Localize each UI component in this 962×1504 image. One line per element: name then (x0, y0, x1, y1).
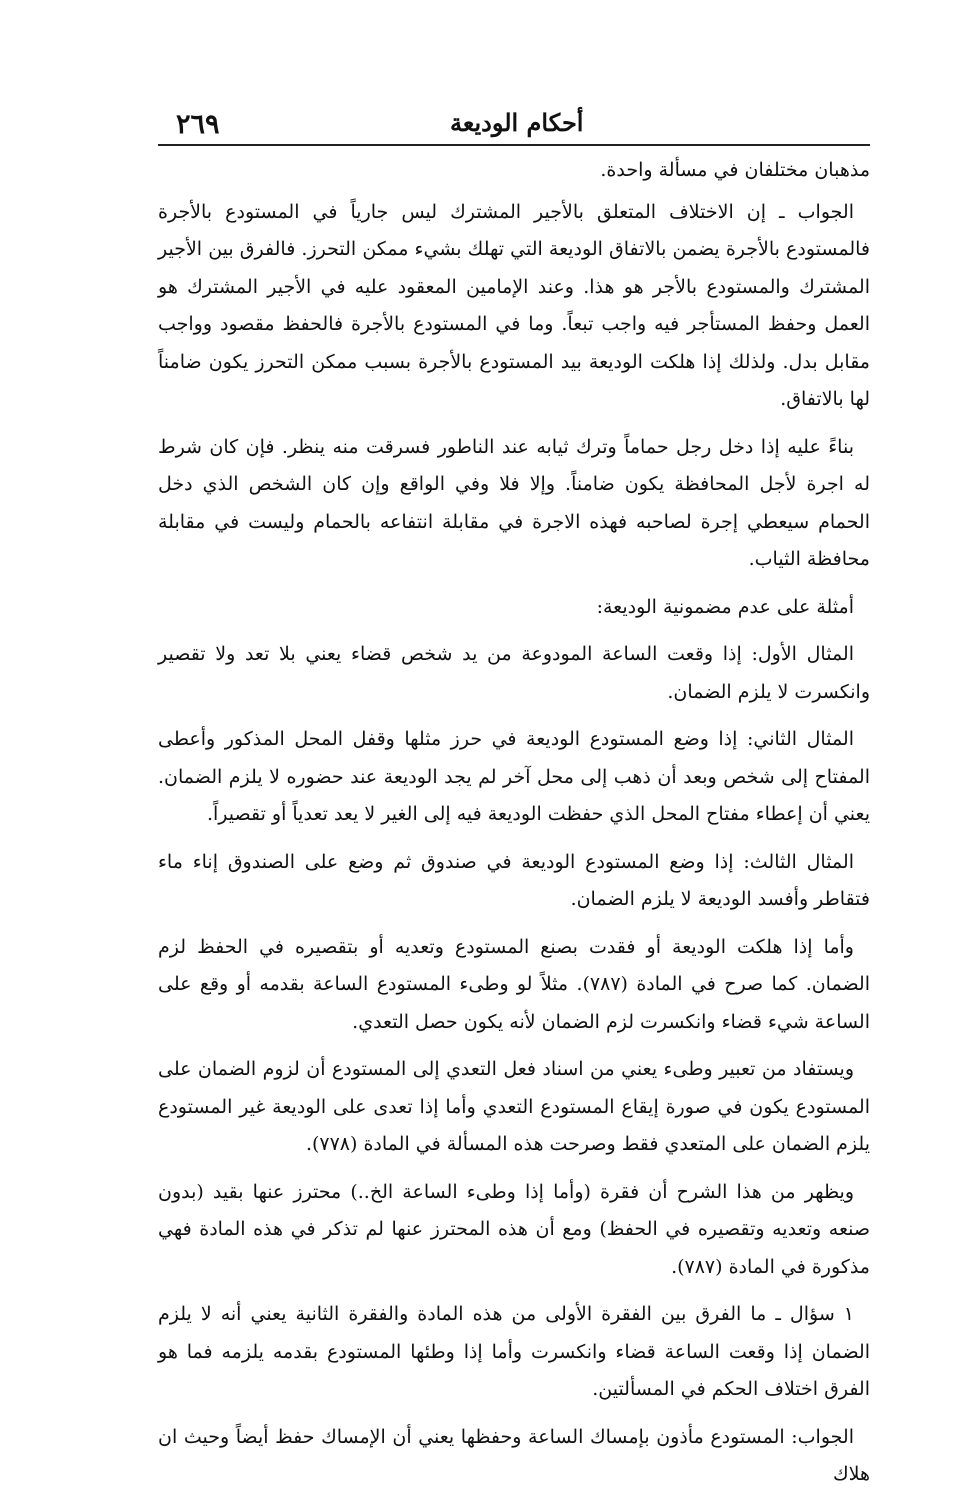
paragraph-answer-1: الجواب: المستودع مأذون بإمساك الساعة وحفظها يعني أن الإمساك حفظ أيضاً وحيث ان هلاك (158, 1425, 870, 1485)
paragraph-answer: الجواب ـ إن الاختلاف المتعلق بالأجير المشترك ليس جارياً في المستودع بالأجرة فالمستودع بالأجرة يضمن بالاتفاق الوديعة التي تهلك بشيء ممكن التحرز. فالفرق بين الأجير المشترك والمستودع بالأجر هو هذا. وعند الإمامين المعقود عليه في الأجير المشترك هو العمل وحفظ المستأجر فيه واجب تبعاً. وما في المستودع بالأجرة فالحفظ مقصود وواجب مقابل بدل. ولذلك إذا هلكت الوديعة بيد المستودع بالأجرة بسبب ممكن التحرز يكون ضامناً لها بالاتفاق. (158, 200, 870, 410)
paragraph-continuation: مذهبان مختلفان في مسألة واحدة. (600, 159, 870, 181)
paragraph-liability: وأما إذا هلكت الوديعة أو فقدت بصنع المستودع وتعديه أو بتقصيره في الحفظ لزم الضمان. كما صرح في المادة (٧٨٧). مثلاً لو وطىء المستودع الساعة بقدمه أو وقع على الساعة شيء قضاء وانكسرت لزم الضمان لأنه يكون حصل التعدي. (158, 935, 871, 1033)
body-text (158, 152, 870, 1504)
paragraph-explanation: ويظهر من هذا الشرح أن فقرة (وأما إذا وطىء الساعة الخ..) محترز عنها بقيد (بدون صنعه وتعديه وتقصيره في الحفظ) ومع أن هذه المحترز عنها لم تذكر في هذه المادة فهي مذكورة في المادة (٧٨٧). (158, 1180, 870, 1278)
section-heading-examples: أمثلة على عدم مضمونية الوديعة: (596, 595, 854, 618)
paragraph-inference: ويستفاد من تعبير وطىء يعني من اسناد فعل التعدي إلى المستودع أن لزوم الضمان على المستودع يكون في صورة إيقاع المستودع التعدي وأما إذا تعدى على الوديعة غير المستودع يلزم الضمان على المتعدي فقط وصرحت هذه المسألة في المادة (٧٧٨). (158, 1058, 870, 1155)
page-number: ٢٦٩ (176, 109, 220, 140)
paragraph-example-3: المثال الثالث: إذا وضع المستودع الوديعة في صندوق ثم وضع على الصندوق إناء ماء فتقاطر وأفسد الوديعة لا يلزم الضمان. (158, 850, 870, 910)
paragraph-question-1: ١ سؤال ـ ما الفرق بين الفقرة الأولى من هذه المادة والفقرة الثانية يعني أنه لا يلزم الضمان إذا وقعت الساعة قضاء وانكسرت وأما إذا وطئها المستودع بقدمه يلزمه فما هو الفرق اختلاف الحكم في المسألتين. (158, 1303, 870, 1400)
paragraph-example-2: المثال الثاني: إذا وضع المستودع الوديعة في حرز مثلها وقفل المحل المذكور وأعطى المفتاح إلى شخص وبعد أن ذهب إلى محل آخر لم يجد الوديعة عند حضوره لا يلزم الضمان. يعني أن إعطاء مفتاح المحل الذي حفظت الوديعة فيه إلى الغير لا يعد تعدياً أو تقصيراً. (158, 728, 870, 825)
header-rule (158, 144, 870, 146)
paragraph-bath-example: بناءً عليه إذا دخل رجل حماماً وترك ثيابه عند الناطور فسرقت منه ينظر. فإن كان شرط له اجرة لأجل المحافظة يكون ضامناً. وإلا فلا وفي الواقع وإن كان الشخص الذي دخل الحمام سيعطي إجرة لصاحبه فهذه الاجرة في مقابلة انتفاعه بالحمام وليست في مقابلة محافظة الثياب. (158, 435, 870, 570)
paragraph-example-1: المثال الأول: إذا وقعت الساعة المودوعة من يد شخص قضاء يعني بلا تعد ولا تقصير وانكسرت لا يلزم الضمان. (158, 643, 870, 703)
page-header (158, 108, 870, 144)
running-title: أحكام الوديعة (450, 108, 584, 137)
